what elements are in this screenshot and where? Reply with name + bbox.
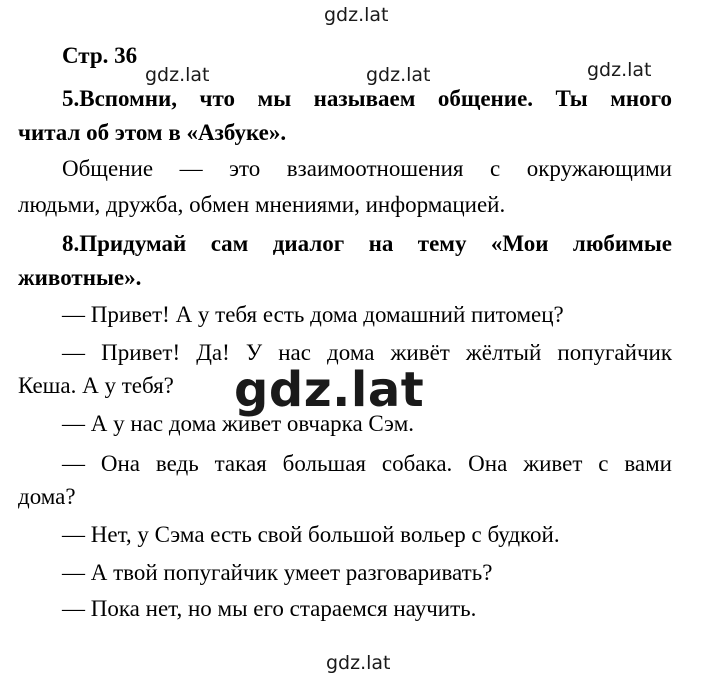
task5-line2: читал об этом в «Азбуке». <box>18 120 287 145</box>
dialog-line-7: — Пока нет, но мы его стараемся научить. <box>62 596 477 621</box>
dialog-line-6: — А твой попугайчик умеет разговаривать? <box>62 560 493 585</box>
task5-line1: 5.Вспомни, что мы называем общение. Ты много <box>62 86 672 111</box>
dialog-line-2a: — Привет! Да! У нас дома живёт жёлтый попугайчик <box>62 340 672 365</box>
answer5-line1: Общение — это взаимоотношения с окружающими <box>62 156 672 181</box>
task8-line1: 8.Придумай сам диалог на тему «Мои любимые <box>62 231 672 256</box>
task8-line2: животные». <box>18 265 142 290</box>
dialog-line-3: — А у нас дома живет овчарка Сэм. <box>62 411 415 436</box>
watermark-bottom: gdz.lat <box>326 652 391 674</box>
watermark-center-big: gdz.lat <box>234 362 425 418</box>
dialog-line-4a: — Она ведь такая большая собака. Она живет с вами <box>62 451 672 476</box>
watermark-top: gdz.lat <box>324 4 389 26</box>
dialog-line-5: — Нет, у Сэма есть свой большой вольер с будкой. <box>62 522 560 547</box>
page-reference: Стр. 36 <box>62 43 138 68</box>
dialog-line-2b: Кеша. А у тебя? <box>18 373 174 398</box>
answer5-line2: людьми, дружба, обмен мнениями, информацией. <box>18 192 506 217</box>
watermark-right: gdz.lat <box>587 59 652 81</box>
dialog-line-1: — Привет! А у тебя есть дома домашний питомец? <box>62 302 564 327</box>
dialog-line-4b: дома? <box>18 484 76 509</box>
watermark-middle: gdz.lat <box>366 64 431 86</box>
watermark-left: gdz.lat <box>145 64 210 86</box>
